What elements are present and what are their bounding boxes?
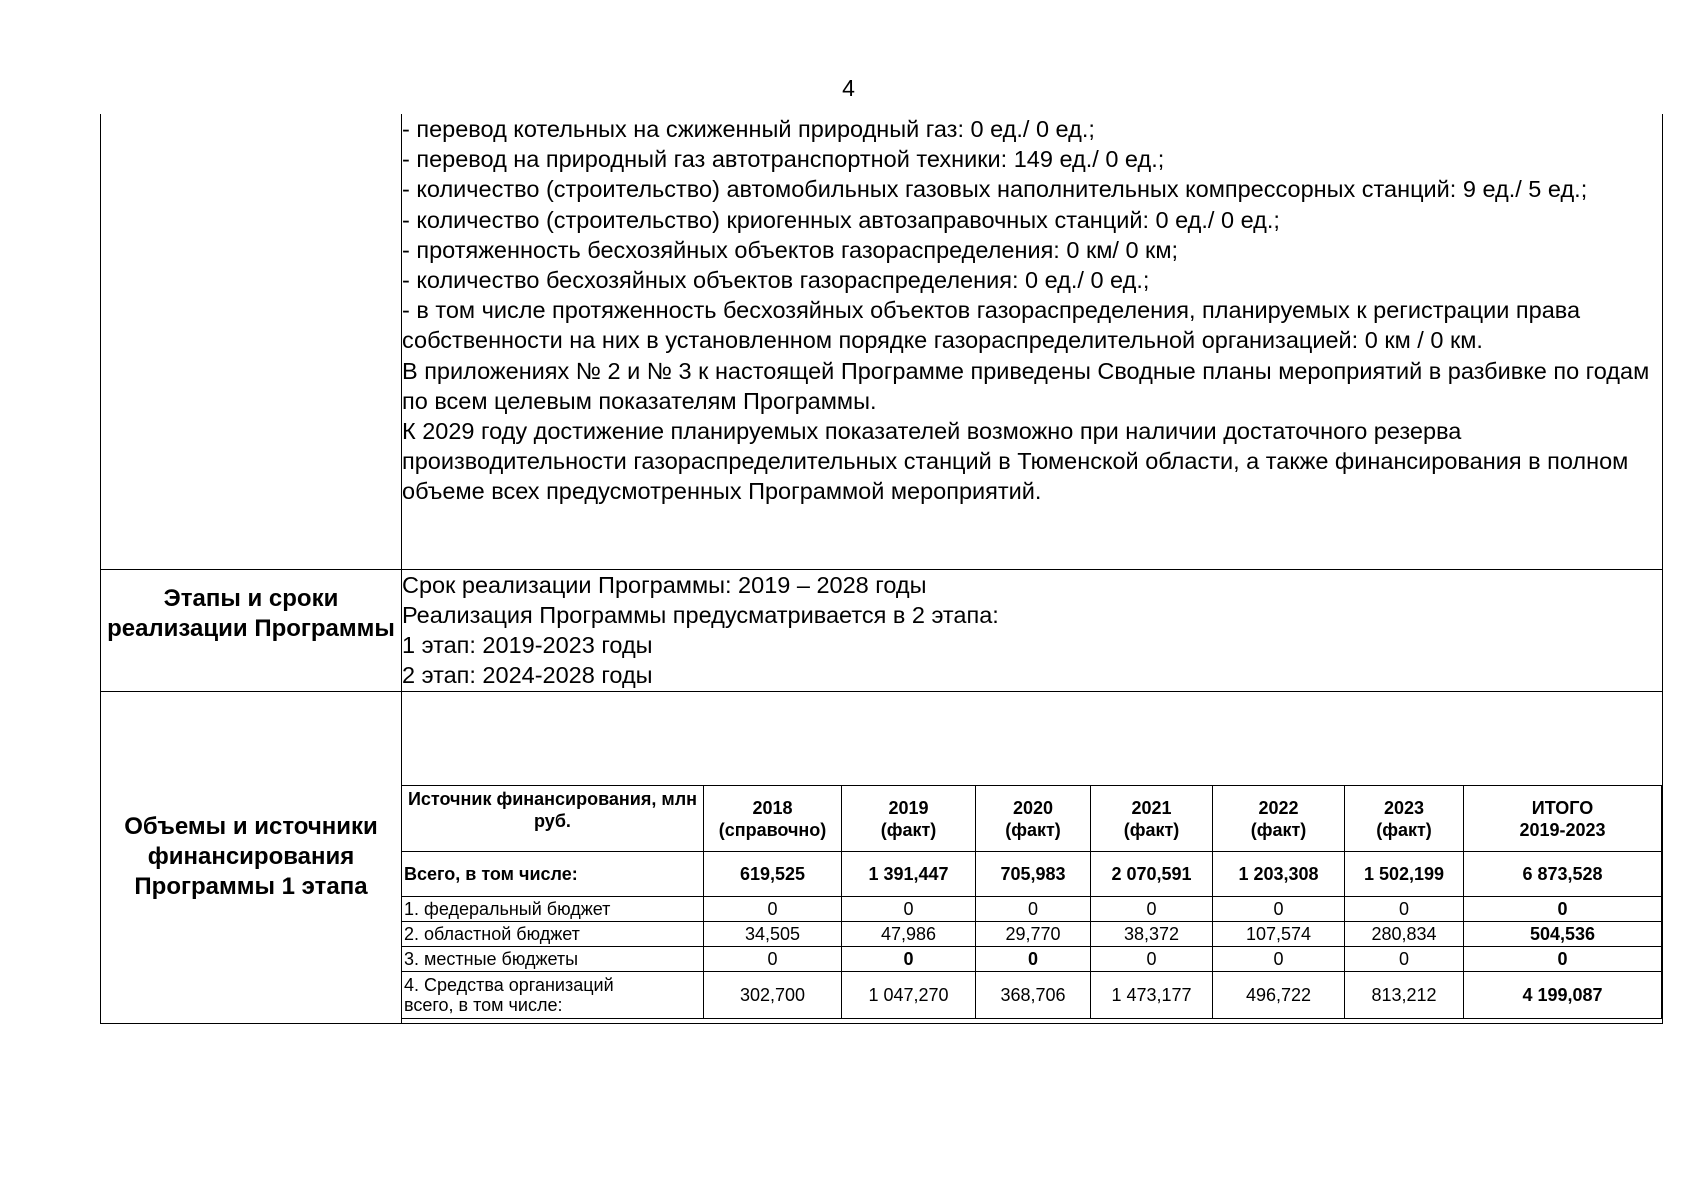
cell-value: 29,770: [976, 922, 1091, 947]
table-row: [402, 852, 1662, 897]
cell-value: 2 070,591: [1091, 852, 1213, 897]
row-name: [402, 972, 704, 1019]
header-col: [1464, 786, 1662, 852]
results-line: В приложениях № 2 и № 3 к настоящей Программе приведены Сводные планы мероприятий в разбивке по годам по всем целевым показателям Программы.: [402, 357, 1650, 414]
header-source: Источник финансирования, млн руб.: [402, 786, 704, 852]
financing-table: [401, 785, 1662, 1019]
page-number: 4: [842, 75, 855, 101]
header-note: (факт): [880, 819, 937, 840]
table-border-bottom: [100, 1023, 1663, 1024]
results-line: - перевод котельных на сжиженный природный газ: 0 ед./ 0 ед.;: [402, 116, 1095, 142]
cell-value: 0: [1464, 947, 1662, 972]
cell-value: 0: [1345, 947, 1464, 972]
header-year: 2020: [1012, 797, 1054, 818]
financing-label: Объемы и источники финансирования Программы 1 этапа: [124, 813, 378, 900]
cell-value: 0: [1345, 897, 1464, 922]
table-row: [402, 972, 1662, 1019]
table-row: [402, 897, 1662, 922]
results-line: - количество бесхозяйных объектов газораспределения: 0 ед./ 0 ед.;: [402, 267, 1150, 294]
header-col: [976, 786, 1091, 852]
row-name: 2. областной бюджет: [402, 922, 704, 947]
cell-value: 0: [704, 947, 842, 972]
cell-value: 0: [976, 897, 1091, 922]
header-year: 2023: [1383, 797, 1425, 818]
results-line: - количество (строительство) автомобильных газовых наполнительных компрессорных станций: 9 ед./ 5 ед.;: [402, 176, 1588, 203]
row-name: Всего, в том числе:: [402, 852, 704, 897]
table-header-row: [402, 786, 1662, 852]
table-row: [402, 922, 1662, 947]
header-year: 2021: [1131, 797, 1172, 818]
header-note: (факт): [1250, 819, 1307, 840]
header-note: (факт): [1376, 819, 1432, 840]
stages-line: Срок реализации Программы: 2019 – 2028 годы: [402, 572, 927, 598]
cell-value: 1 502,199: [1345, 852, 1464, 897]
cell-value: 813,212: [1345, 972, 1464, 1019]
stages-label: Этапы и сроки реализации Программы: [107, 585, 395, 642]
row-name-line: 4. Средства организаций: [404, 975, 614, 995]
row-name-line: всего, в том числе:: [404, 995, 563, 1015]
cell-value: 0: [842, 897, 976, 922]
header-year: 2022: [1258, 797, 1299, 818]
cell-value: 6 873,528: [1464, 852, 1662, 897]
cell-value: 0: [1213, 947, 1345, 972]
header-note: (факт): [1123, 819, 1180, 840]
cell-value: 1 473,177: [1091, 972, 1213, 1019]
header-note: 2019-2023: [1519, 819, 1606, 840]
header-col: [842, 786, 976, 852]
cell-value: 0: [842, 947, 976, 972]
cell-value: 47,986: [842, 922, 976, 947]
cell-value: 34,505: [704, 922, 842, 947]
results-line: - протяженность бесхозяйных объектов газораспределения: 0 км/ 0 км;: [402, 236, 1179, 263]
header-col: [1213, 786, 1345, 852]
cell-value: 4 199,087: [1464, 972, 1662, 1019]
header-year: 2019: [888, 797, 929, 818]
table-row: [402, 947, 1662, 972]
cell-value: 38,372: [1091, 922, 1213, 947]
cell-value: 0: [976, 947, 1091, 972]
stages-cell: [402, 570, 1660, 690]
cell-value: 0: [1464, 897, 1662, 922]
cell-value: 504,536: [1464, 922, 1662, 947]
results-cell: [402, 114, 1660, 568]
stages-line: 2 этап: 2024-2028 годы: [402, 662, 653, 688]
cell-value: 0: [1213, 897, 1345, 922]
cell-value: 0: [1091, 897, 1213, 922]
results-line: - в том числе протяженность бесхозяйных объектов газораспределения, планируемых к регистрации права собственности на них в установленном порядке газораспределительной организацией: 0 км / 0 км.: [402, 297, 1581, 354]
cell-value: 368,706: [976, 972, 1091, 1019]
results-line: - количество (строительство) криогенных автозаправочных станций: 0 ед./ 0 ед.;: [402, 206, 1280, 233]
cell-value: 280,834: [1345, 922, 1464, 947]
row-name: 1. федеральный бюджет: [402, 897, 704, 922]
header-note: (справочно): [718, 819, 827, 840]
header-note: (факт): [1005, 819, 1061, 840]
cell-value: 1 047,270: [842, 972, 976, 1019]
header-col: [1345, 786, 1464, 852]
stages-line: Реализация Программы предусматривается в 2 этапа:: [402, 602, 999, 628]
header-col: [704, 786, 842, 852]
cell-value: 0: [704, 897, 842, 922]
cell-value: 705,983: [976, 852, 1091, 897]
results-line: К 2029 году достижение планируемых показателей возможно при наличии достаточного резерва производительности газораспределительных станций в Тюменской области, а также финансирования в полном объеме всех предусмотренных Программой мероприятий.: [402, 418, 1629, 505]
header-year: ИТОГО: [1531, 797, 1594, 818]
stages-line: 1 этап: 2019-2023 годы: [402, 632, 653, 658]
header-year: 2018: [752, 797, 793, 818]
row-name: 3. местные бюджеты: [402, 947, 704, 972]
cell-value: 302,700: [704, 972, 842, 1019]
cell-value: 1 203,308: [1213, 852, 1345, 897]
cell-value: 107,574: [1213, 922, 1345, 947]
cell-value: 496,722: [1213, 972, 1345, 1019]
cell-value: 0: [1091, 947, 1213, 972]
cell-value: 1 391,447: [842, 852, 976, 897]
table-row-divider-2: [100, 691, 1663, 692]
results-line: - перевод на природный газ автотранспортной техники: 149 ед./ 0 ед.;: [402, 146, 1165, 173]
cell-value: 619,525: [704, 852, 842, 897]
header-col: [1091, 786, 1213, 852]
